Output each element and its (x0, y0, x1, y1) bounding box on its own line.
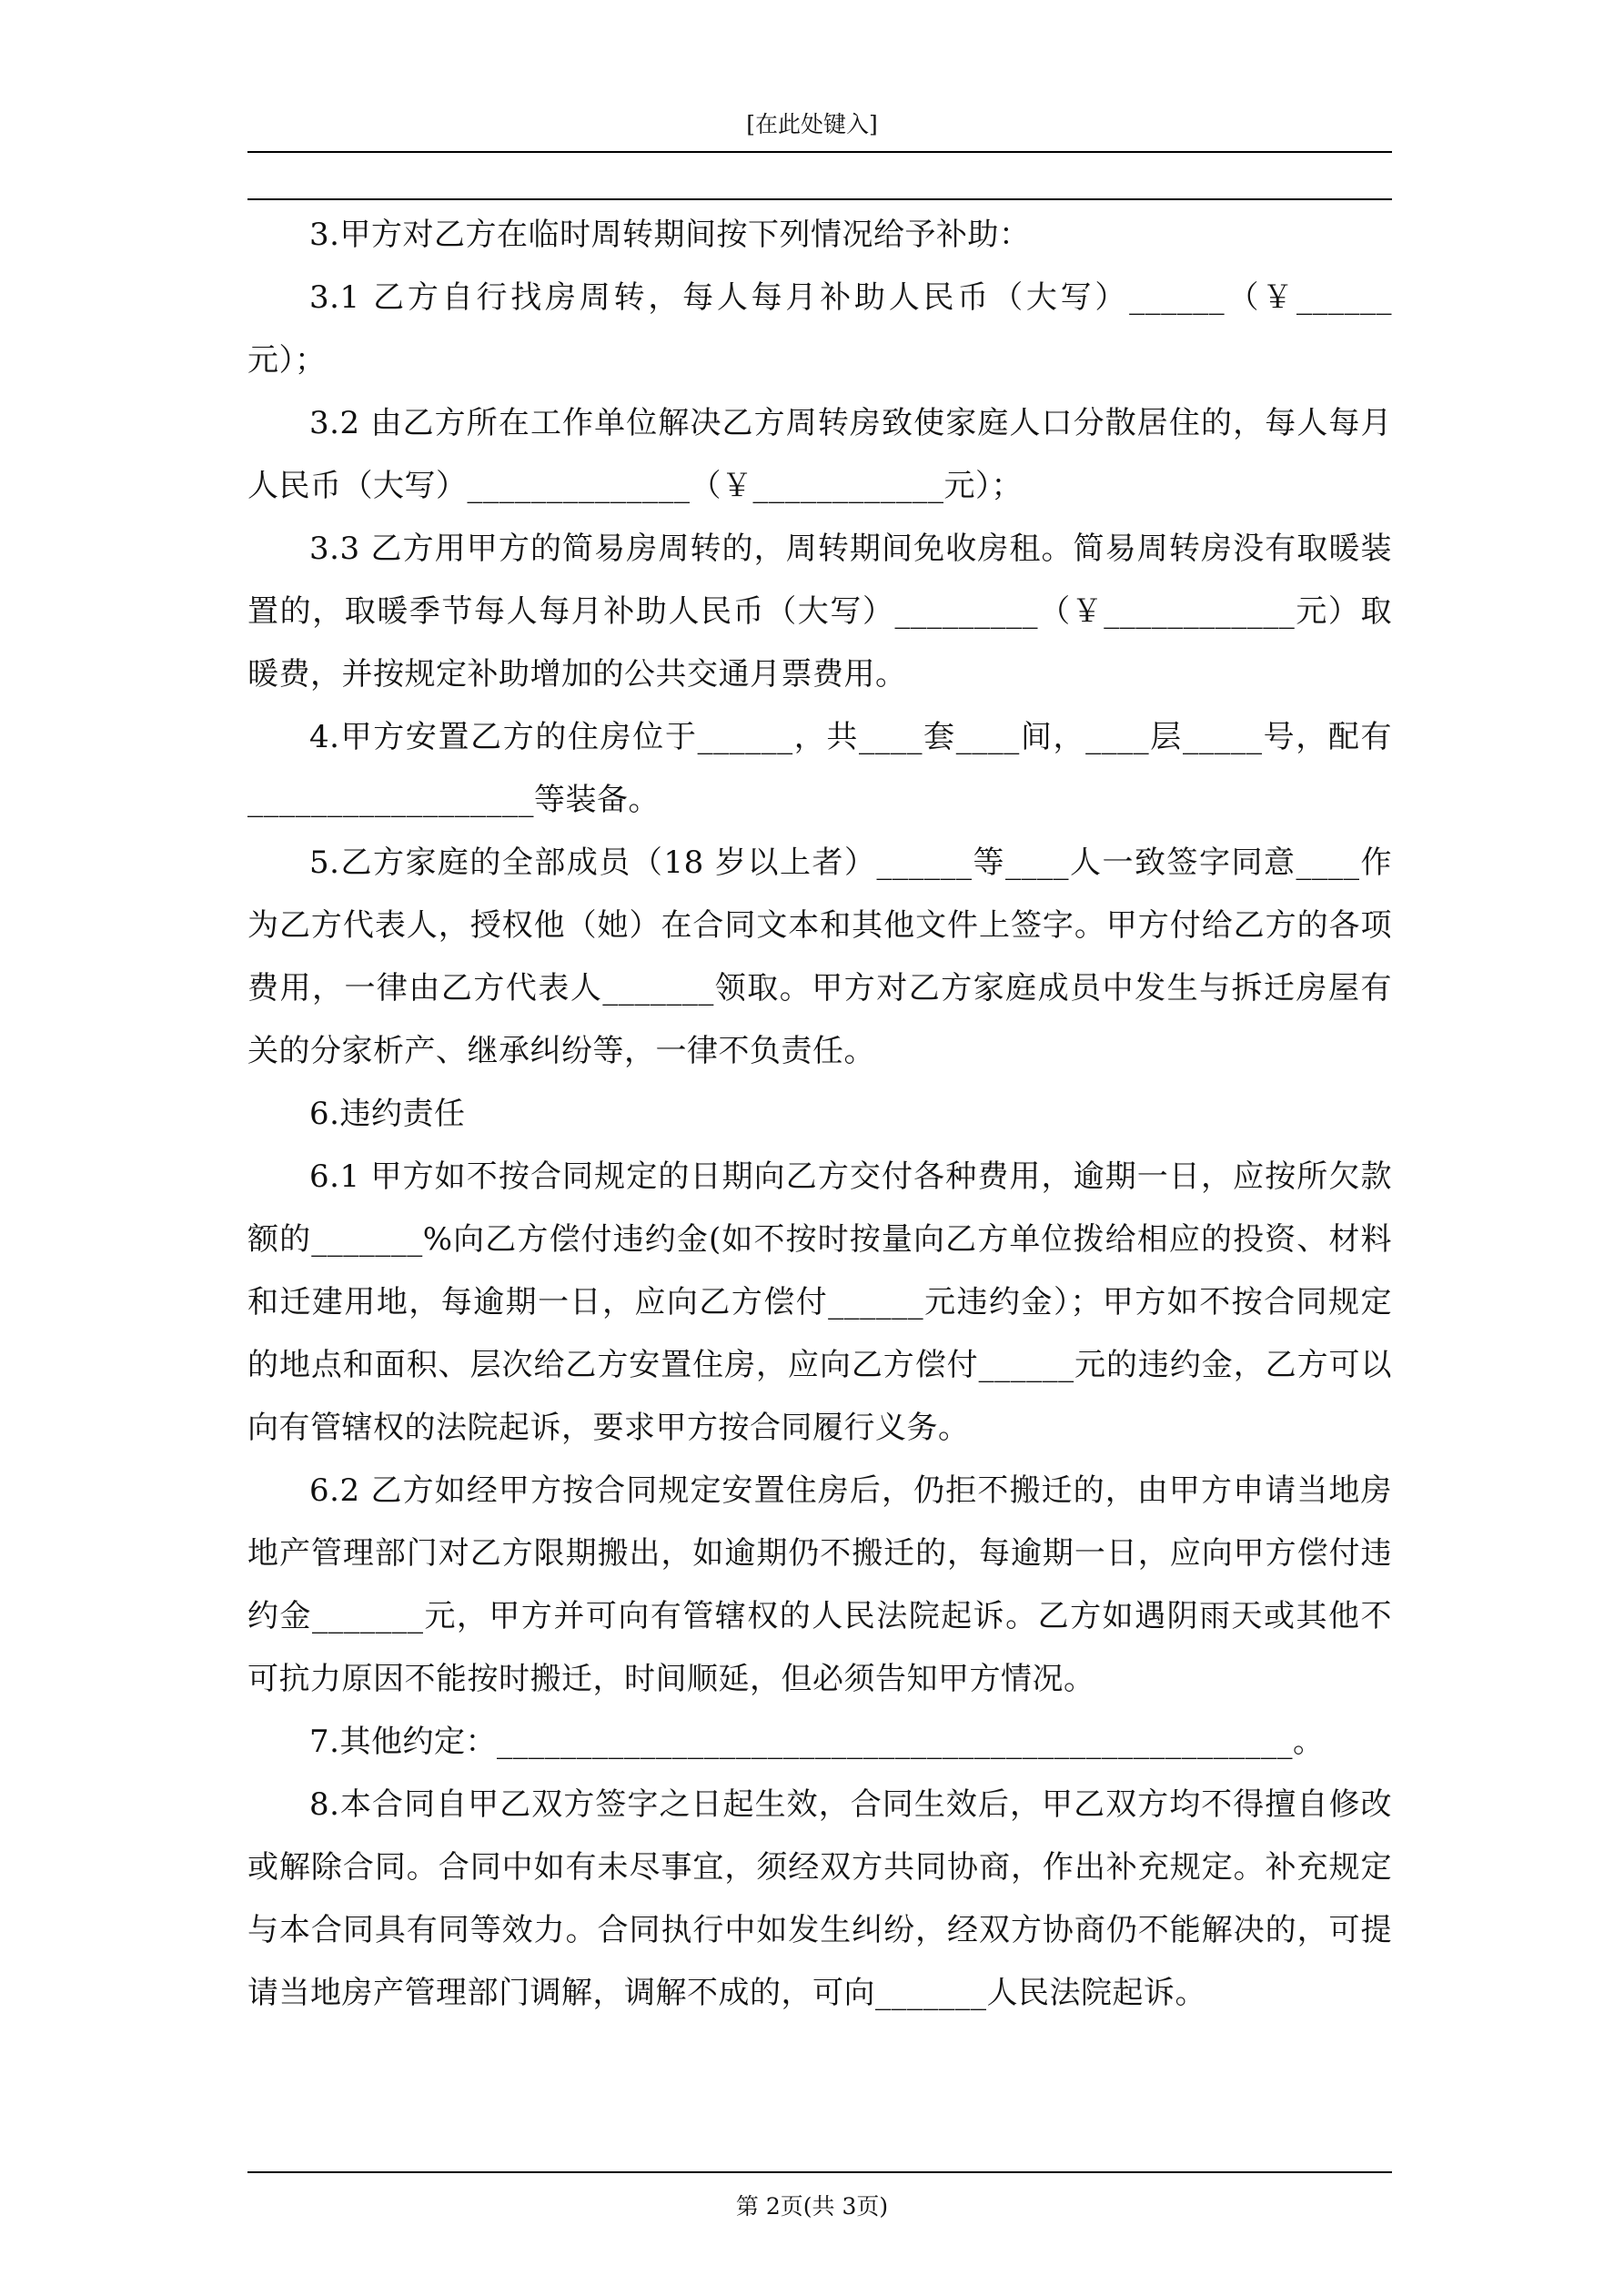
paragraph-6: 6.违约责任 (309, 1096, 466, 1132)
paragraph-3: 3.甲方对乙方在临时周转期间按下列情况给予补助： (309, 217, 1031, 253)
paragraph-4: 4.甲方安置乙方的住房位于______，共____套____间，____层_____号，配有__________________等装备。 (247, 719, 1392, 818)
paragraph-3-2: 3.2 由乙方所在工作单位解决乙方周转房致使家庭人口分散居住的，每人每月人民币（大写）______________（￥____________元）； (247, 405, 1392, 504)
header-rule (247, 151, 1392, 153)
page-footer: 第 2页(共 3页) (735, 2193, 889, 2220)
paragraph-6-2: 6.2 乙方如经甲方按合同规定安置住房后，仍拒不搬迁的，由甲方申请当地房地产管理部门对乙方限期搬出，如逾期仍不搬迁的，每逾期一日，应向甲方偿付违约金_______元，甲方并可向有管辖权的人民法院起诉。乙方如遇阴雨天或其他不可抗力原因不能按时搬迁，时间顺延，但必须告知甲方情况。 (247, 1472, 1392, 1697)
document-body (247, 204, 1392, 2025)
header-rule-2 (247, 198, 1392, 200)
footer-rule (247, 2171, 1392, 2173)
paragraph-8: 8.本合同自甲乙双方签字之日起生效，合同生效后，甲乙双方均不得擅自修改或解除合同。合同中如有未尽事宜，须经双方共同协商，作出补充规定。补充规定与本合同具有同等效力。合同执行中如发生纠纷，经双方协商仍不能解决的，可提请当地房产管理部门调解，调解不成的，可向_______人民法院起诉。 (247, 1786, 1392, 2011)
paragraph-3-1: 3.1 乙方自行找房周转，每人每月补助人民币（大写）______（￥______元）； (247, 279, 1392, 379)
paragraph-7: 7.其他约定：__________________________________________________。 (309, 1724, 1325, 1760)
page-header: [在此处键入] (746, 111, 878, 137)
paragraph-5: 5.乙方家庭的全部成员（18 岁以上者）______等____人一致签字同意____作为乙方代表人，授权他（她）在合同文本和其他文件上签字。甲方付给乙方的各项费用，一律由乙方代表人_______领取。甲方对乙方家庭成员中发生与拆迁房屋有关的分家析产、继承纠纷等，一律不负责任。 (247, 845, 1392, 1069)
paragraph-6-1: 6.1 甲方如不按合同规定的日期向乙方交付各种费用，逾期一日，应按所欠款额的_______%向乙方偿付违约金(如不按时按量向乙方单位拨给相应的投资、材料和迁建用地，每逾期一日，应向乙方偿付______元违约金）；甲方如不按合同规定的地点和面积、层次给乙方安置住房，应向乙方偿付______元的违约金，乙方可以向有管辖权的法院起诉，要求甲方按合同履行义务。 (247, 1158, 1392, 1446)
paragraph-3-3: 3.3 乙方用甲方的简易房周转的，周转期间免收房租。简易周转房没有取暖装置的，取暖季节每人每月补助人民币（大写）_________（￥____________元）取暖费，并按规定补助增加的公共交通月票费用。 (247, 531, 1392, 693)
